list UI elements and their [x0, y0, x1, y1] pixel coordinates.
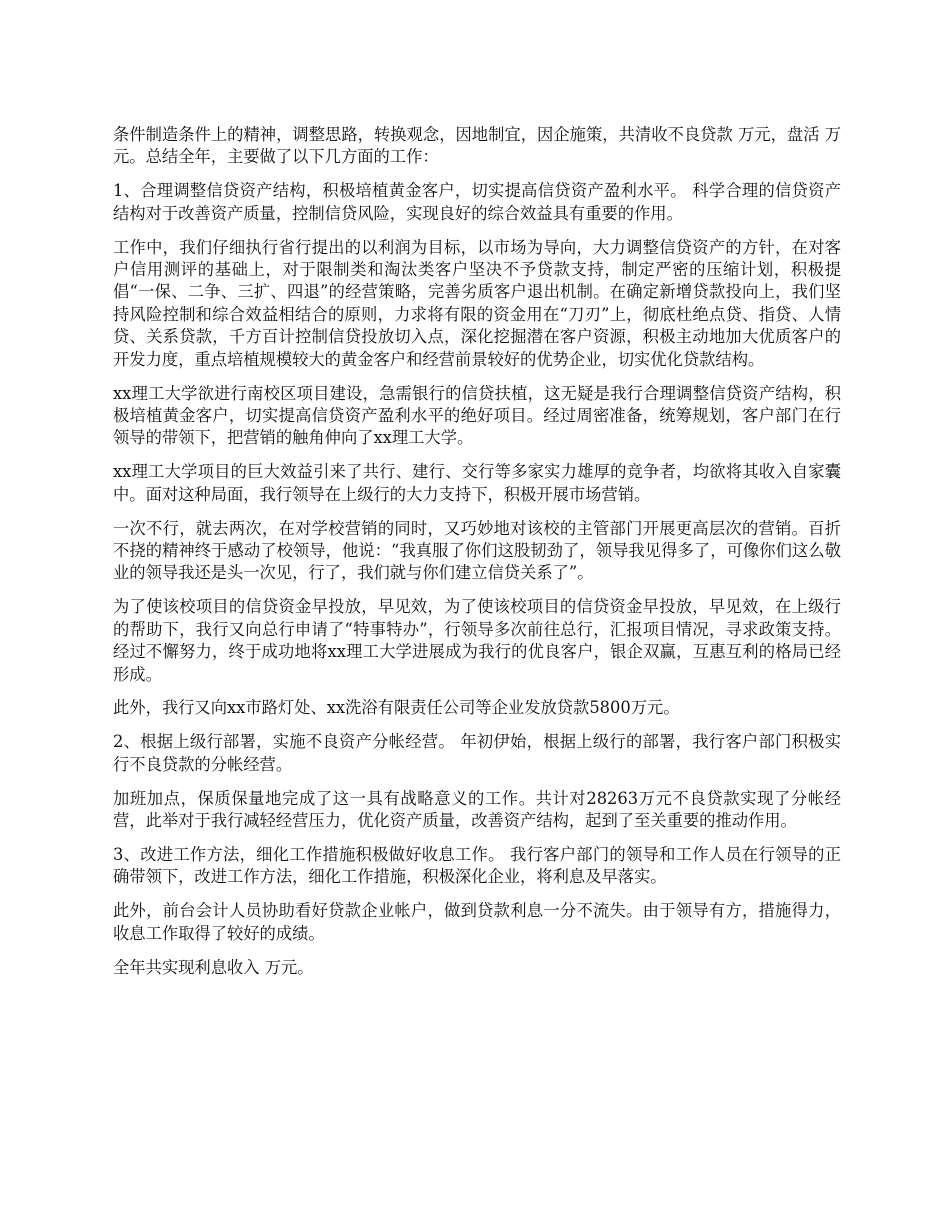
- paragraph-8: 此外，我行又向xx市路灯处、xx洗浴有限责任公司等企业发放贷款5800万元。: [113, 698, 680, 718]
- paragraph-13: 全年共实现利息收入 万元。: [113, 957, 314, 977]
- paragraph-1: 条件制造条件上的精神，调整思路，转换观念，因地制宜，因企施策，共清收不良贷款 万元，盘活 万元。总结全年，主要做了以下几方面的工作：: [113, 125, 841, 167]
- paragraph-2: 1、合理调整信贷资产结构，积极培植黄金客户，切实提高信贷资产盈利水平。 科学合理的信贷资产结构对于改善资产质量，控制信贷风险，实现良好的综合效益具有重要的作用。: [113, 181, 841, 223]
- paragraph-7: 为了使该校项目的信贷资金早投放，早见效，为了使该校项目的信贷资金早投放，早见效，在上级行的帮助下，我行又向总行申请了“特事特办”，行领导多次前往总行，汇报项目情况，寻求政策支持。经过不懈努力，终于成功地将xx理工大学进展成为我行的优良客户，银企双赢，互惠互利的格局已经形成。: [113, 597, 841, 684]
- paragraph-9: 2、根据上级行部署，实施不良资产分帐经营。 年初伊始，根据上级行的部署，我行客户部门积极实行不良贷款的分帐经营。: [113, 732, 841, 774]
- paragraph-10: 加班加点，保质保量地完成了这一具有战略意义的工作。共计对28263万元不良贷款实现了分帐经营，此举对于我行减轻经营压力，优化资产质量，改善资产结构，起到了至关重要的推动作用。: [113, 788, 841, 831]
- document-page: [113, 124, 841, 991]
- paragraph-4: xx理工大学欲进行南校区项目建设，急需银行的信贷扶植，这无疑是我行合理调整信贷资产结构，积极培植黄金客户，切实提高信贷资产盈利水平的绝好项目。经过周密准备，统筹规划，客户部门在行领导的带领下，把营销的触角伸向了xx理工大学。: [113, 383, 841, 448]
- paragraph-6: 一次不行，就去两次，在对学校营销的同时，又巧妙地对该校的主管部门开展更高层次的营销。百折不挠的精神终于感动了校领导，他说：“我真服了你们这股韧劲了，领导我见得多了，可像你们这么敬业的领导我还是头一次见，行了，我们就与你们建立信贷关系了”。: [113, 518, 841, 583]
- paragraph-12: 此外，前台会计人员协助看好贷款企业帐户，做到贷款利息一分不流失。由于领导有方，措施得力，收息工作取得了较好的成绩。: [113, 901, 841, 943]
- paragraph-3: 工作中，我们仔细执行省行提出的以利润为目标，以市场为导向，大力调整信贷资产的方针，在对客户信用测评的基础上，对于限制类和淘汰类客户坚决不予贷款支持，制定严密的压缩计划，积极提倡“一保、二争、三扩、四退”的经营策略，完善劣质客户退出机制。在确定新增贷款投向上，我们坚持风险控制和综合效益相结合的原则，力求将有限的资金用在“刀刃”上，彻底杜绝点贷、指贷、人情贷、关系贷款，千方百计控制信贷投放切入点，深化挖掘潜在客户资源，积极主动地加大优质客户的开发力度，重点培植规模较大的黄金客户和经营前景较好的优势企业，切实优化贷款结构。: [113, 237, 841, 369]
- paragraph-11: 3、改进工作方法，细化工作措施积极做好收息工作。 我行客户部门的领导和工作人员在行领导的正确带领下，改进工作方法，细化工作措施，积极深化企业，将利息及早落实。: [113, 844, 841, 887]
- paragraph-5: xx理工大学项目的巨大效益引来了共行、建行、交行等多家实力雄厚的竞争者，均欲将其收入自家囊中。面对这种局面，我行领导在上级行的大力支持下，积极开展市场营销。: [113, 462, 841, 504]
